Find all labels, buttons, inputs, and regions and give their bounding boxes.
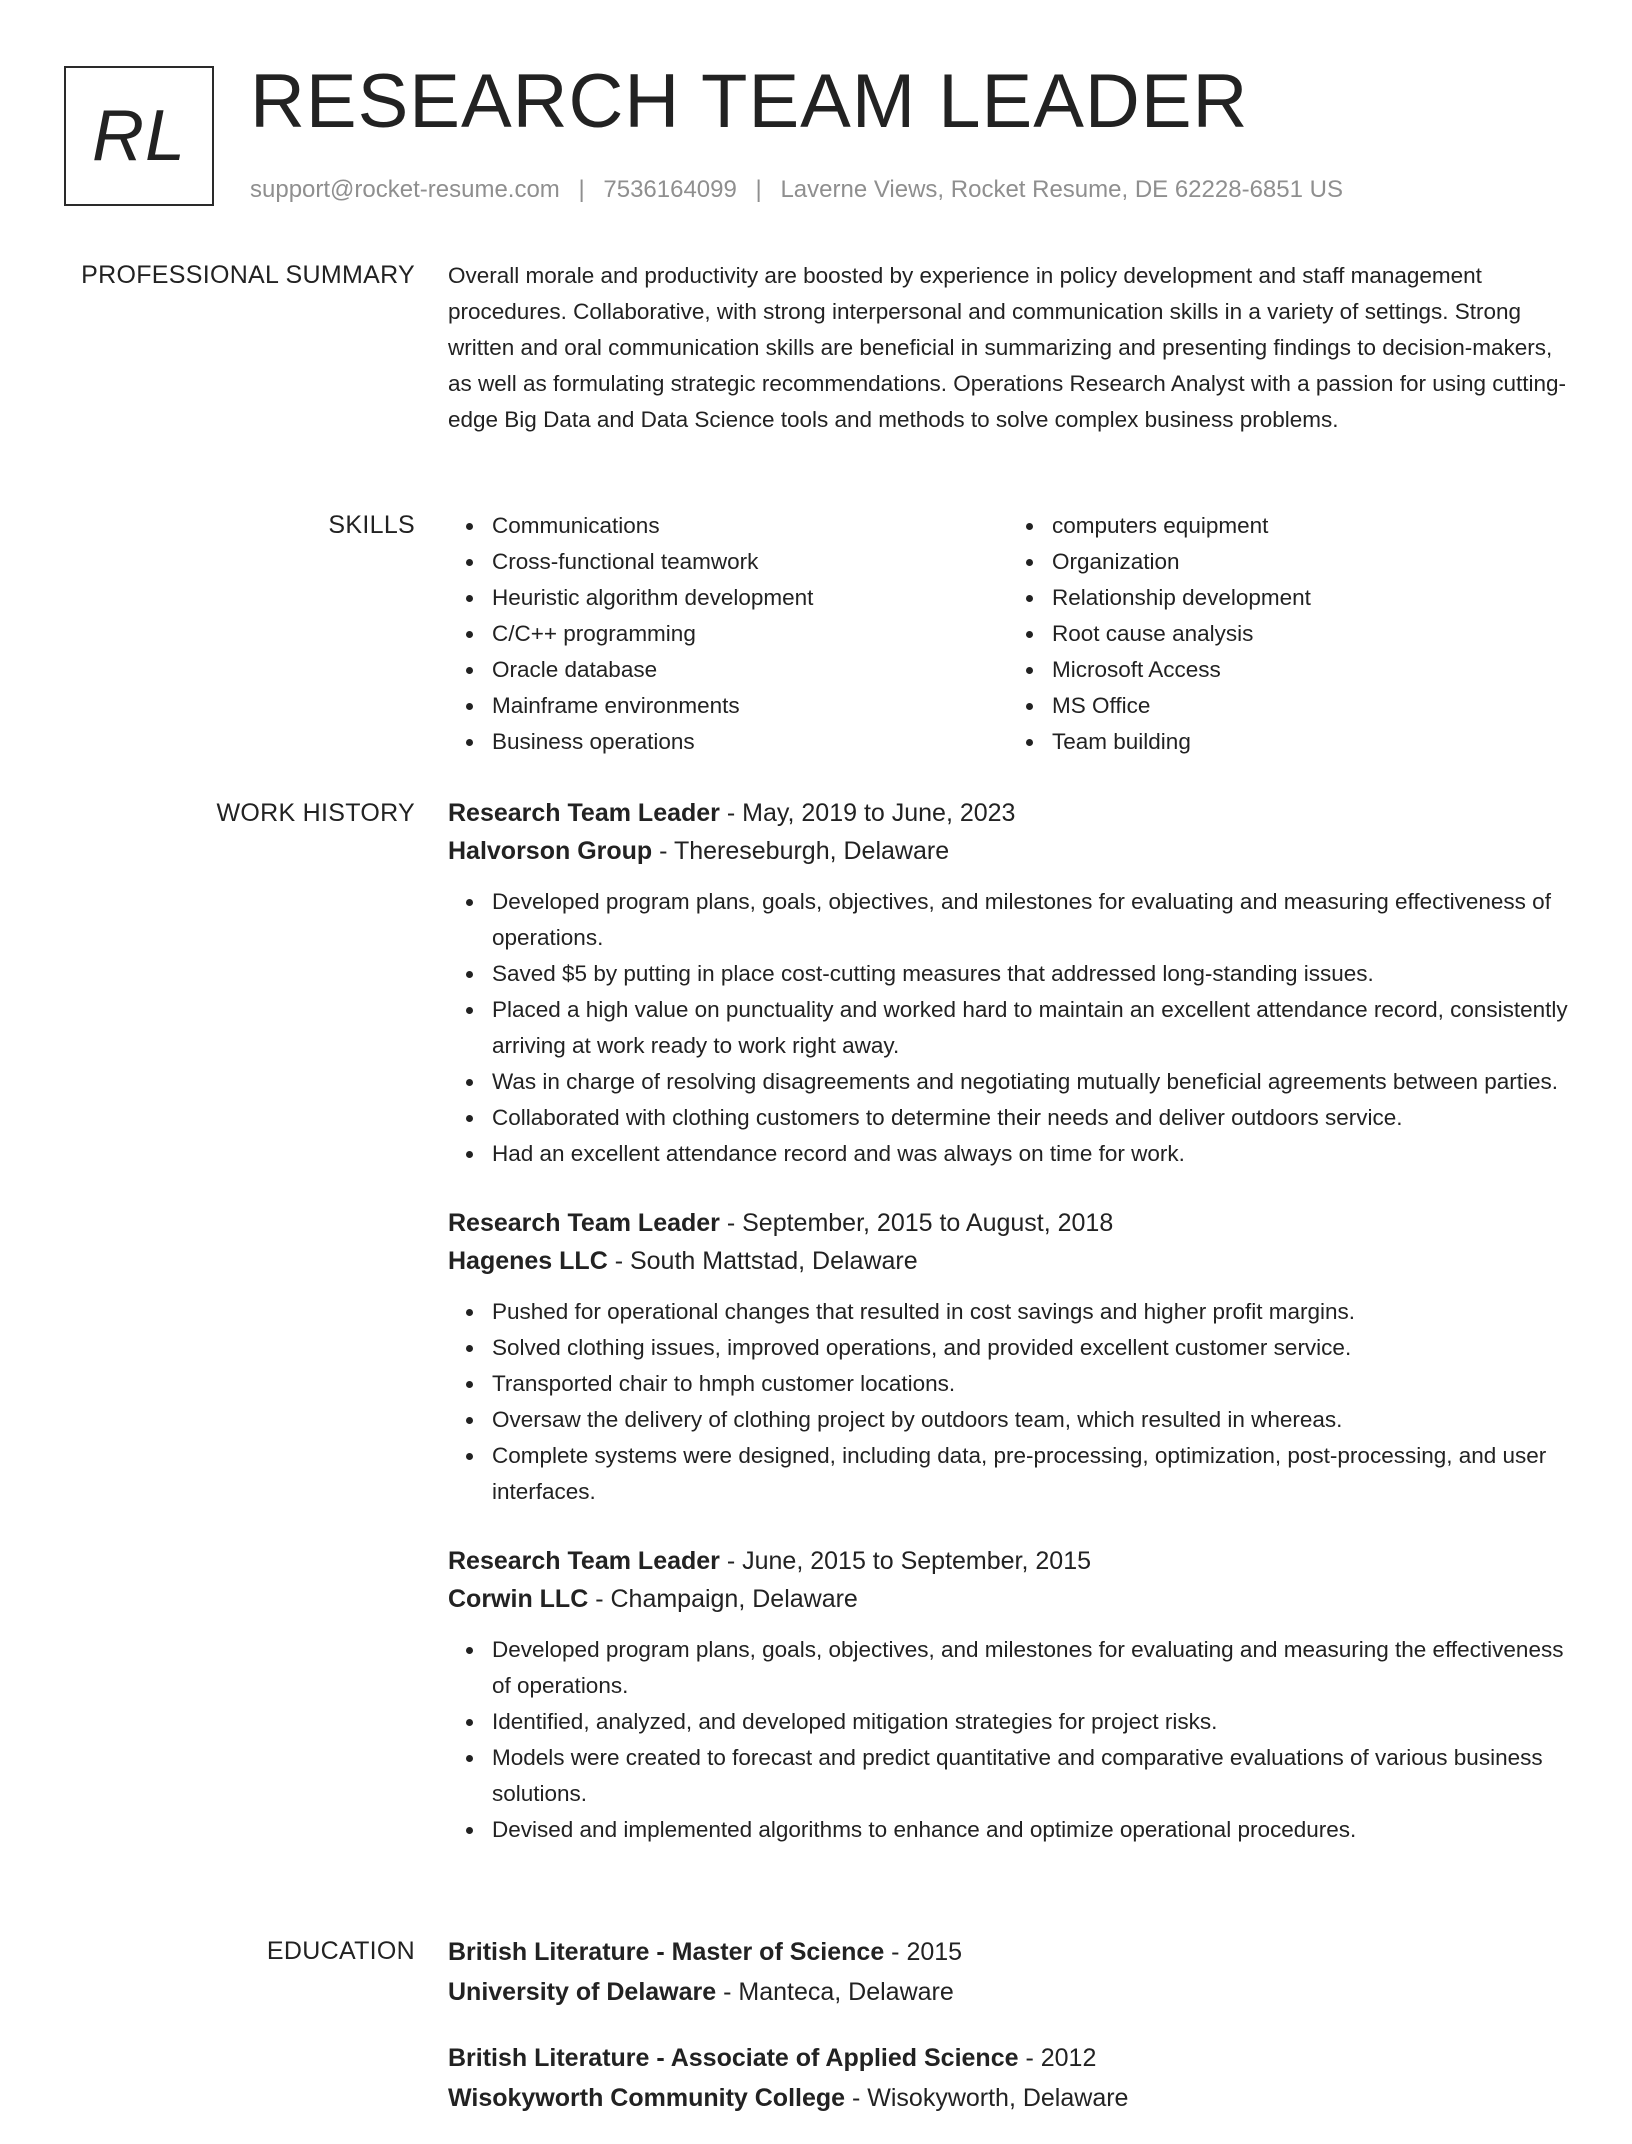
skill-item: computers equipment: [1052, 508, 1568, 544]
summary-heading: PROFESSIONAL SUMMARY: [81, 261, 415, 289]
skill-item: Communications: [492, 508, 1008, 544]
job-bullet: Developed program plans, goals, objectives, and milestones for evaluating and measuring effectiveness of operations.: [492, 884, 1568, 956]
skill-item: Mainframe environments: [492, 688, 1008, 724]
job-bullet: Had an excellent attendance record and was always on time for work.: [492, 1136, 1568, 1172]
work-history-section: [448, 794, 1568, 1880]
job-bullet: Developed program plans, goals, objectives, and milestones for evaluating and measuring the effectiveness of operations.: [492, 1632, 1568, 1704]
skill-item: Team building: [1052, 724, 1568, 760]
job-title-line: [448, 1542, 1568, 1580]
job-title-line: [448, 1204, 1568, 1242]
job-company: Halvorson Group: [448, 837, 653, 865]
education-section: [448, 1932, 1568, 2144]
job-bullet: Identified, analyzed, and developed mitigation strategies for project risks.: [492, 1704, 1568, 1740]
education-degree-line: [448, 2038, 1568, 2078]
skill-item: Heuristic algorithm development: [492, 580, 1008, 616]
education-year: - 2012: [1018, 2044, 1097, 2072]
summary-text: Overall morale and productivity are boosted by experience in policy development and staff management procedures. Collaborative, with strong interpersonal and communication skills in a variety of settings. Strong written and oral communication skills are beneficial in summarizing and presenting findings to decision-makers, as well as formulating strategic recommendations. Operations Research Analyst with a passion for using cutting-edge Big Data and Data Science tools and methods to solve complex business problems.: [448, 263, 1567, 432]
job-bullets: [448, 884, 1568, 1172]
job-entry: [448, 794, 1568, 1172]
education-school: Wisokyworth Community College: [448, 2084, 846, 2112]
job-company-line: [448, 1242, 1568, 1280]
job-bullet: Transported chair to hmph customer locations.: [492, 1366, 1568, 1402]
job-company-line: [448, 832, 1568, 870]
contact-phone[interactable]: 7536164099: [603, 176, 737, 203]
job-bullet: Collaborated with clothing customers to determine their needs and deliver outdoors service.: [492, 1100, 1568, 1136]
education-heading: EDUCATION: [266, 1937, 415, 1965]
education-location: - Wisokyworth, Delaware: [845, 2084, 1129, 2112]
skill-item: Business operations: [492, 724, 1008, 760]
summary-section: [448, 258, 1568, 438]
skill-item: Root cause analysis: [1052, 616, 1568, 652]
contact-line: [250, 174, 1343, 206]
education-entry: [448, 2038, 1568, 2118]
job-bullet: Oversaw the delivery of clothing project by outdoors team, which resulted in whereas.: [492, 1402, 1568, 1438]
job-location: - South Mattstad, Delaware: [607, 1247, 918, 1275]
skill-item: MS Office: [1052, 688, 1568, 724]
job-title: Research Team Leader: [448, 1209, 720, 1237]
job-bullet: Was in charge of resolving disagreements and negotiating mutually beneficial agreements between parties.: [492, 1064, 1568, 1100]
skills-list-right: [1008, 508, 1568, 760]
education-year: - 2015: [884, 1938, 963, 1966]
skills-list-left: [448, 508, 1008, 760]
education-school: University of Delaware: [448, 1978, 717, 2006]
job-bullet: Models were created to forecast and predict quantitative and comparative evaluations of various business solutions.: [492, 1740, 1568, 1812]
job-bullets: [448, 1632, 1568, 1848]
skill-item: Cross-functional teamwork: [492, 544, 1008, 580]
job-company: Hagenes LLC: [448, 1247, 608, 1275]
contact-separator: |: [755, 176, 762, 203]
work-history-heading: WORK HISTORY: [216, 799, 415, 827]
education-school-line: [448, 1972, 1568, 2012]
contact-address: Laverne Views, Rocket Resume, DE 62228-6851 US: [780, 176, 1343, 203]
job-bullet: Placed a high value on punctuality and worked hard to maintain an excellent attendance record, consistently arriving at work ready to work right away.: [492, 992, 1568, 1064]
education-degree: British Literature - Associate of Applied Science: [448, 2044, 1019, 2072]
job-bullet: Solved clothing issues, improved operations, and provided excellent customer service.: [492, 1330, 1568, 1366]
resume-title: RESEARCH TEAM LEADER: [250, 59, 1249, 144]
education-location: - Manteca, Delaware: [716, 1978, 954, 2006]
skill-item: C/C++ programming: [492, 616, 1008, 652]
education-degree-line: [448, 1932, 1568, 1972]
job-dates: - May, 2019 to June, 2023: [719, 799, 1016, 827]
skill-item: Oracle database: [492, 652, 1008, 688]
job-title-line: [448, 794, 1568, 832]
job-bullet: Pushed for operational changes that resulted in cost savings and higher profit margins.: [492, 1294, 1568, 1330]
job-bullet: Devised and implemented algorithms to enhance and optimize operational procedures.: [492, 1812, 1568, 1848]
job-location: - Thereseburgh, Delaware: [652, 837, 950, 865]
job-company-line: [448, 1580, 1568, 1618]
education-entry: [448, 1932, 1568, 2012]
skill-item: Organization: [1052, 544, 1568, 580]
contact-email[interactable]: support@rocket-resume.com: [250, 176, 560, 203]
job-dates: - June, 2015 to September, 2015: [719, 1547, 1091, 1575]
monogram-logo: RL: [64, 66, 214, 206]
job-bullet: Complete systems were designed, including data, pre-processing, optimization, post-processing, and user interfaces.: [492, 1438, 1568, 1510]
job-title: Research Team Leader: [448, 1547, 720, 1575]
education-degree: British Literature - Master of Science: [448, 1938, 885, 1966]
skill-item: Relationship development: [1052, 580, 1568, 616]
job-bullet: Saved $5 by putting in place cost-cutting measures that addressed long-standing issues.: [492, 956, 1568, 992]
job-bullets: [448, 1294, 1568, 1510]
skills-section: [448, 508, 1568, 760]
job-company: Corwin LLC: [448, 1585, 589, 1613]
contact-separator: |: [578, 176, 585, 203]
skill-item: Microsoft Access: [1052, 652, 1568, 688]
job-location: - Champaign, Delaware: [588, 1585, 858, 1613]
job-title: Research Team Leader: [448, 799, 720, 827]
job-dates: - September, 2015 to August, 2018: [719, 1209, 1114, 1237]
job-entry: [448, 1542, 1568, 1848]
skills-heading: SKILLS: [328, 511, 415, 539]
job-entry: [448, 1204, 1568, 1510]
education-school-line: [448, 2078, 1568, 2118]
